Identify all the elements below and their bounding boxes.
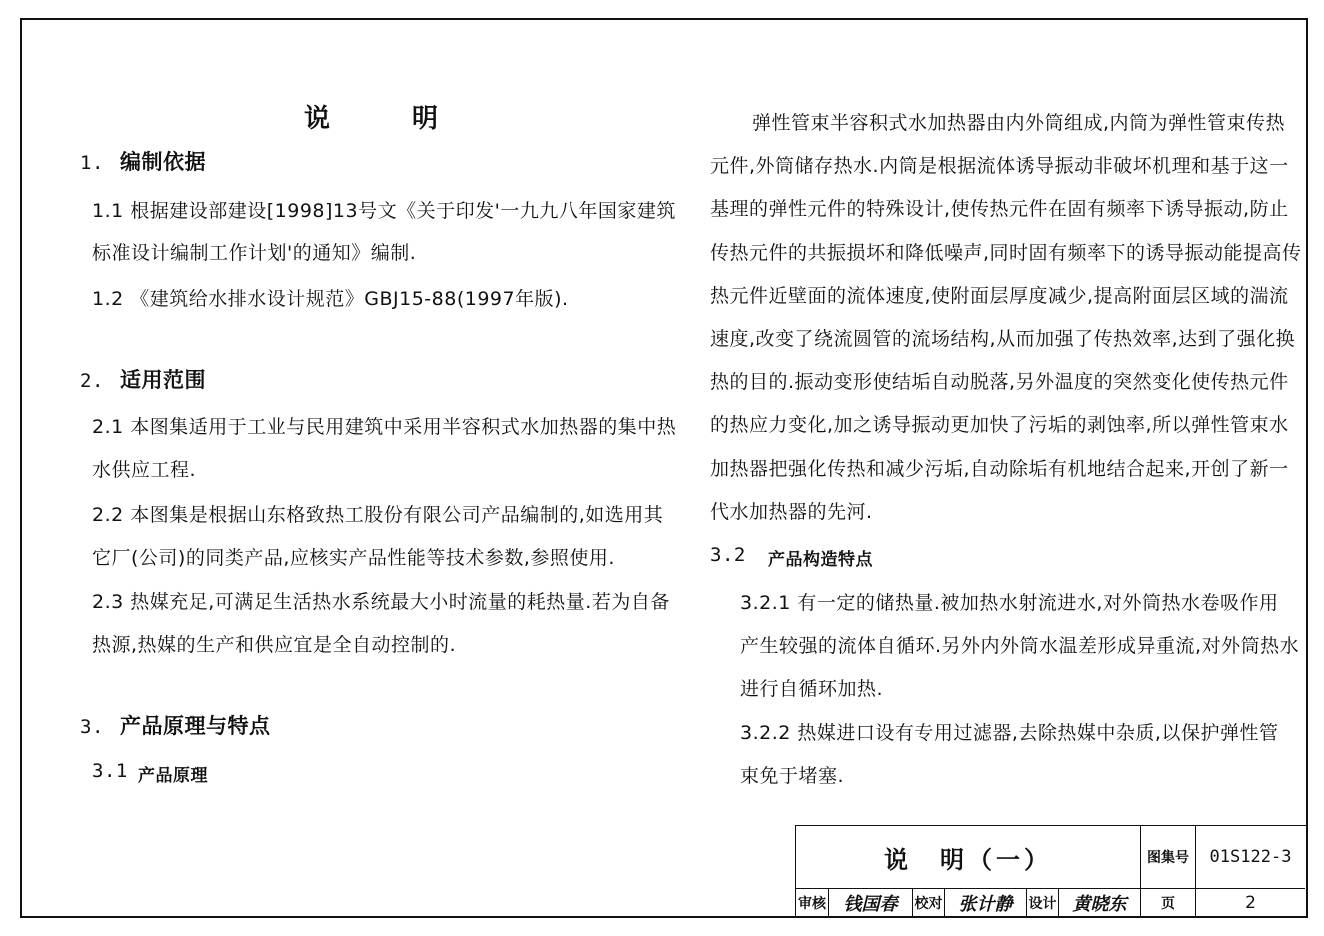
principle-line: 速度,改变了绕流圆管的流场结构,从而加强了传热效率,达到了强化换 — [710, 328, 1296, 350]
section-3-2-number: 3.2 — [710, 544, 746, 566]
principle-line: 加热器把强化传热和减少污垢,自动除垢有机地结合起来,开创了新一 — [710, 457, 1289, 480]
page-number-cell — [1195, 888, 1305, 916]
section-1-number: 1. — [80, 152, 104, 174]
principle-line: 的热应力变化,加之诱导振动更加快了污垢的剥蚀率,所以弹性管束水 — [710, 414, 1289, 437]
para-2-3-line1: 2.3 热媒充足,可满足生活热水系统最大小时流量的耗热量.若为自备 — [92, 591, 670, 613]
para-3-2-1-line1: 3.2.1 有一定的储热量.被加热水射流进水,对外筒热水卷吸作用 — [740, 592, 1279, 614]
para-1-2: 1.2 《建筑给水排水设计规范》GBJ15-88(1997年版). — [92, 288, 569, 310]
para-1-1-line1: 1.1 根据建设部建设[1998]13号文《关于印发'一九九八年国家建筑 — [92, 200, 676, 222]
design-label-cell — [1026, 888, 1058, 916]
design-signature: 黄晓东 — [1072, 893, 1127, 915]
section-2-number: 2. — [80, 370, 104, 392]
principle-line: 代水加热器的先河. — [710, 500, 873, 523]
para-3-2-1-line2: 产生较强的流体自循环.另外内外筒水温差形成异重流,对外筒热水 — [740, 635, 1300, 657]
principle-line: 弹性管束半容积式水加热器由内外筒组成,内筒为弹性管束传热 — [752, 112, 1286, 134]
section-3-number: 3. — [80, 716, 104, 738]
page-title: 说 明 — [304, 104, 467, 134]
principle-line: 基理的弹性元件的特殊设计,使传热元件在固有频率下诱导振动,防止 — [710, 198, 1289, 221]
page-label: 页 — [1161, 895, 1175, 912]
page-label-cell — [1140, 888, 1195, 916]
principle-line: 热元件近壁面的流体速度,使附面层厚度减少,提高附面层区域的湍流 — [710, 284, 1289, 307]
principle-line: 传热元件的共振损坏和降低噪声,同时固有频率下的诱导振动能提高传 — [710, 241, 1302, 264]
para-1-1-line2: 标准设计编制工作计划'的通知》编制. — [92, 242, 417, 264]
section-3-1-heading: 产品原理 — [138, 766, 208, 786]
para-2-1-line1: 2.1 本图集适用于工业与民用建筑中采用半容积式水加热器的集中热 — [92, 416, 677, 438]
check-signature-cell — [944, 888, 1026, 916]
section-3-heading: 产品原理与特点 — [120, 714, 271, 738]
section-2-heading: 适用范围 — [120, 368, 206, 392]
review-signature: 钱国春 — [843, 893, 898, 915]
review-label: 审核 — [798, 895, 826, 912]
principle-line: 热的目的.振动变形使结垢自动脱落,另外温度的突然变化使传热元件 — [710, 371, 1289, 394]
para-3-2-2-line1: 3.2.2 热媒进口设有专用过滤器,去除热媒中杂质,以保护弹性管 — [740, 722, 1279, 744]
check-signature: 张计静 — [958, 893, 1013, 915]
para-2-3-line2: 热源,热媒的生产和供应宜是全自动控制的. — [92, 634, 457, 656]
atlas-label: 图集号 — [1147, 850, 1189, 866]
page-number: 2 — [1245, 892, 1256, 913]
atlas-number: 01S122-3 — [1209, 847, 1292, 867]
para-2-2-line1: 2.2 本图集是根据山东格致热工股份有限公司产品编制的,如选用其 — [92, 504, 664, 526]
section-3-1-number: 3.1 — [92, 760, 128, 782]
design-signature-cell — [1058, 888, 1140, 916]
atlas-label-cell — [1140, 826, 1195, 888]
review-signature-cell — [828, 888, 912, 916]
principle-line: 元件,外筒储存热水.内筒是根据流体诱导振动非破坏机理和基于这一 — [710, 155, 1289, 178]
review-label-cell — [796, 888, 828, 916]
check-label: 校对 — [914, 895, 943, 912]
para-3-2-2-line2: 束免于堵塞. — [740, 765, 845, 787]
para-2-1-line2: 水供应工程. — [92, 459, 197, 481]
title-block-title-cell — [796, 826, 1140, 888]
section-3-2-heading: 产品构造特点 — [768, 550, 873, 570]
check-label-cell — [912, 888, 944, 916]
atlas-number-cell — [1195, 826, 1305, 888]
title-block — [795, 825, 1307, 917]
para-3-2-1-line3: 进行自循环加热. — [740, 678, 884, 700]
title-block-title: 说 明（一） — [884, 845, 1052, 874]
design-label: 设计 — [1028, 895, 1057, 912]
section-1-heading: 编制依据 — [120, 150, 206, 174]
para-2-2-line2: 它厂(公司)的同类产品,应核实产品性能等技术参数,参照使用. — [92, 547, 615, 569]
